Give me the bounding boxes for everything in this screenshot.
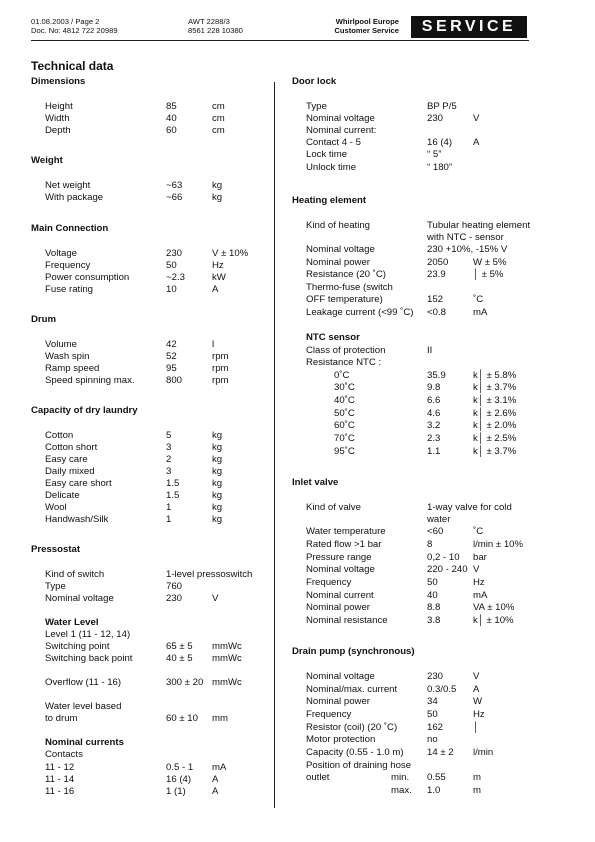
spec-value: 220 - 240 xyxy=(427,564,468,575)
spec-unit: Hz xyxy=(212,260,224,271)
spec-unit: A xyxy=(473,684,480,695)
spec-label: Overflow (11 - 16) xyxy=(45,677,122,688)
spec-label: Motor protection xyxy=(306,734,376,745)
spec-label: 95˚C xyxy=(334,446,355,457)
spec-unit: A xyxy=(212,284,219,295)
spec-value: 60 ± 10 xyxy=(166,713,198,724)
spec-label: Kind of heating xyxy=(306,220,371,231)
spec-label: Frequency xyxy=(306,577,352,588)
spec-value: 42 xyxy=(166,339,177,350)
spec-value: 0,2 - 10 xyxy=(427,552,460,563)
spec-unit: A xyxy=(212,774,219,785)
spec-label: Nominal/max. current xyxy=(306,684,398,695)
spec-label: 50˚C xyxy=(334,408,355,419)
spec-label: Switching back point xyxy=(45,653,133,664)
spec-unit: A xyxy=(473,137,480,148)
spec-value: <60 xyxy=(427,526,444,537)
spec-label: outlet xyxy=(306,772,330,783)
spec-unit: kg xyxy=(212,514,223,525)
spec-value: 6.6 xyxy=(427,395,441,406)
spec-label: Kind of switch xyxy=(45,569,105,580)
spec-value: 3 xyxy=(166,442,172,453)
spec-label: Nominal voltage xyxy=(306,244,375,255)
spec-unit: m xyxy=(473,772,481,783)
spec-unit: │ xyxy=(473,722,479,733)
spec-unit: V xyxy=(473,113,480,124)
spec-value: 1 xyxy=(166,514,172,525)
doc-info-left xyxy=(31,17,118,35)
spec-value: ~63 xyxy=(166,180,183,191)
spec-value: 40 xyxy=(166,113,177,124)
spec-value: 16 (4) xyxy=(166,774,192,785)
company-info xyxy=(334,17,399,35)
section-heading: Drum xyxy=(31,314,57,325)
spec-value: 65 ± 5 xyxy=(166,641,193,652)
spec-label: 60˚C xyxy=(334,420,355,431)
spec-label: Switching point xyxy=(45,641,110,652)
spec-value: 10 xyxy=(166,284,177,295)
spec-label: Resistor (coil) (20 ˚C) xyxy=(306,722,398,733)
spec-value: 0.3/0.5 xyxy=(427,684,457,695)
spec-unit: V xyxy=(473,671,480,682)
company-dept: Customer Service xyxy=(334,26,399,35)
spec-label: Easy care short xyxy=(45,478,112,489)
spec-value: water xyxy=(427,514,451,525)
column-divider xyxy=(274,82,275,808)
model-number: AWT 2288/3 xyxy=(188,17,230,26)
spec-unit: kg xyxy=(212,442,223,453)
spec-value: 1.0 xyxy=(427,785,441,796)
spec-value: 95 xyxy=(166,363,177,374)
spec-value: 230 xyxy=(427,113,444,124)
spec-value: 16 (4) xyxy=(427,137,453,148)
spec-label: Leakage current (<99 ˚C) xyxy=(306,307,414,318)
spec-unit: W ± 5% xyxy=(473,257,507,268)
spec-unit: rpm xyxy=(212,363,229,374)
spec-value: 50 xyxy=(427,709,438,720)
spec-unit: VA ± 10% xyxy=(473,602,515,613)
spec-unit: l xyxy=(212,339,215,350)
spec-value: 2.3 xyxy=(427,433,441,444)
spec-value: 1 xyxy=(166,502,172,513)
spec-label: 40˚C xyxy=(334,395,355,406)
spec-unit: Hz xyxy=(473,709,485,720)
spec-value: 0.5 - 1 xyxy=(166,762,194,773)
spec-value: 1.5 xyxy=(166,478,180,489)
spec-unit: bar xyxy=(473,552,487,563)
spec-label: Width xyxy=(45,113,70,124)
spec-value: “ 5” xyxy=(427,149,442,160)
spec-label: Kind of valve xyxy=(306,502,361,513)
spec-label: Height xyxy=(45,101,73,112)
spec-label: Position of draining hose xyxy=(306,760,412,771)
spec-value: 40 xyxy=(427,590,438,601)
spec-unit: kg xyxy=(212,502,223,513)
spec-unit: W xyxy=(473,696,483,707)
spec-value: 1.1 xyxy=(427,446,441,457)
spec-value: 0.55 xyxy=(427,772,446,783)
spec-value: 4.6 xyxy=(427,408,441,419)
spec-label: Nominal voltage xyxy=(306,564,375,575)
spec-unit: kg xyxy=(212,466,223,477)
spec-value: Tubular heating element xyxy=(427,220,531,231)
spec-label: Type xyxy=(306,101,327,112)
section-heading: Main Connection xyxy=(31,223,109,234)
spec-unit: k│ ± 3.7% xyxy=(473,382,517,393)
spec-label: Thermo-fuse (switch xyxy=(306,282,393,293)
spec-label: 11 - 16 xyxy=(45,786,75,797)
spec-label: Nominal voltage xyxy=(306,671,375,682)
spec-unit: kg xyxy=(212,490,223,501)
spec-value: 3.8 xyxy=(427,615,441,626)
spec-unit: │ ± 5% xyxy=(473,269,504,280)
section-heading: Weight xyxy=(31,155,63,166)
spec-unit: rpm xyxy=(212,375,229,386)
spec-label: Voltage xyxy=(45,248,78,259)
spec-unit: k│ ± 3.7% xyxy=(473,446,517,457)
spec-value: 230 xyxy=(427,671,444,682)
spec-unit: cm xyxy=(212,113,225,124)
spec-label: Net weight xyxy=(45,180,91,191)
spec-label: Frequency xyxy=(306,709,352,720)
company-name: Whirlpool Europe xyxy=(335,17,399,26)
spec-label: Type xyxy=(45,581,66,592)
spec-value: 52 xyxy=(166,351,177,362)
spec-unit: cm xyxy=(212,125,225,136)
spec-label: 30˚C xyxy=(334,382,355,393)
spec-value: with NTC - sensor xyxy=(427,232,504,243)
spec-value: 2050 xyxy=(427,257,449,268)
spec-value: 85 xyxy=(166,101,177,112)
doc-info-middle xyxy=(188,17,243,35)
spec-value: 9.8 xyxy=(427,382,441,393)
spec-value: 60 xyxy=(166,125,177,136)
spec-unit: kg xyxy=(212,478,223,489)
spec-label: Fuse rating xyxy=(45,284,93,295)
spec-label: Nominal power xyxy=(306,257,370,268)
spec-qualifier: min. xyxy=(391,772,410,783)
spec-value: 800 xyxy=(166,375,183,386)
spec-label: Ramp speed xyxy=(45,363,100,374)
spec-label: Cotton short xyxy=(45,442,98,453)
spec-unit: kg xyxy=(212,192,223,203)
spec-label: 0˚C xyxy=(334,370,350,381)
spec-label: Nominal voltage xyxy=(45,593,114,604)
spec-value: 35.9 xyxy=(427,370,446,381)
spec-value: 230 xyxy=(166,593,183,604)
spec-unit: k│ ± 10% xyxy=(473,615,514,626)
section-heading: Heating element xyxy=(292,195,367,206)
spec-value: 5 xyxy=(166,430,172,441)
spec-label: Water level based xyxy=(45,701,122,712)
spec-label: Daily mixed xyxy=(45,466,95,477)
spec-label: Wash spin xyxy=(45,351,90,362)
spec-unit: mmWc xyxy=(212,677,242,688)
header-rule xyxy=(31,40,529,41)
spec-value: 23.9 xyxy=(427,269,446,280)
section-heading: Capacity of dry laundry xyxy=(31,405,138,416)
date-page: 01.08.2003 / Page 2 xyxy=(31,17,100,26)
spec-unit: k│ ± 2.6% xyxy=(473,408,517,419)
spec-label: Resistance (20 ˚C) xyxy=(306,269,386,280)
section-heading: Pressostat xyxy=(31,544,81,555)
spec-unit: k│ ± 5.8% xyxy=(473,370,517,381)
spec-unit: V xyxy=(473,564,480,575)
spec-value: 162 xyxy=(427,722,444,733)
spec-label: Depth xyxy=(45,125,71,136)
spec-label: Rated flow >1 bar xyxy=(306,539,382,550)
spec-label: 11 - 12 xyxy=(45,762,75,773)
spec-unit: V xyxy=(212,593,219,604)
section-heading: Dimensions xyxy=(31,76,86,87)
spec-label: Nominal resistance xyxy=(306,615,388,626)
page-title: Technical data xyxy=(31,59,114,73)
spec-label: Delicate xyxy=(45,490,80,501)
spec-label: Easy care xyxy=(45,454,88,465)
spec-label: Lock time xyxy=(306,149,348,160)
spec-label: Cotton xyxy=(45,430,74,441)
spec-value: 760 xyxy=(166,581,183,592)
spec-value: 34 xyxy=(427,696,438,707)
spec-value: 14 ± 2 xyxy=(427,747,454,758)
spec-value: 230 +10%, -15% V xyxy=(427,244,508,255)
spec-value: ~2.3 xyxy=(166,272,185,283)
spec-unit: kg xyxy=(212,180,223,191)
spec-label: Speed spinning max. xyxy=(45,375,135,386)
spec-unit: m xyxy=(473,785,481,796)
section-heading: Inlet valve xyxy=(292,477,339,488)
spec-value: BP P/5 xyxy=(427,101,457,112)
spec-label: Level 1 (11 - 12, 14) xyxy=(45,629,131,640)
spec-label: Contacts xyxy=(45,749,83,760)
spec-value: 40 ± 5 xyxy=(166,653,193,664)
spec-unit: mm xyxy=(212,713,228,724)
spec-label: Nominal voltage xyxy=(306,113,375,124)
spec-label: 70˚C xyxy=(334,433,355,444)
spec-value: 300 ± 20 xyxy=(166,677,204,688)
spec-label: Water temperature xyxy=(306,526,386,537)
spec-unit: mA xyxy=(473,307,488,318)
spec-value: 50 xyxy=(427,577,438,588)
spec-unit: ˚C xyxy=(473,526,484,537)
spec-label: Frequency xyxy=(45,260,91,271)
spec-label: Resistance NTC : xyxy=(306,357,382,368)
section-heading: Water Level xyxy=(45,617,99,628)
spec-unit: mmWc xyxy=(212,641,242,652)
spec-label: Power consumption xyxy=(45,272,130,283)
service-number: 8561 228 10380 xyxy=(188,26,243,35)
spec-unit: l/min ± 10% xyxy=(473,539,524,550)
spec-value: <0.8 xyxy=(427,307,446,318)
section-heading: NTC sensor xyxy=(306,332,360,343)
spec-unit: kg xyxy=(212,454,223,465)
spec-label: Capacity (0.55 - 1.0 m) xyxy=(306,747,404,758)
spec-value: II xyxy=(427,345,433,356)
section-heading: Door lock xyxy=(292,76,337,87)
spec-value: 152 xyxy=(427,294,444,305)
spec-unit: k│ ± 2.0% xyxy=(473,420,517,431)
spec-unit: mA xyxy=(212,762,227,773)
spec-unit: rpm xyxy=(212,351,229,362)
spec-value: no xyxy=(427,734,438,745)
spec-unit: cm xyxy=(212,101,225,112)
spec-label: Class of protection xyxy=(306,345,386,356)
spec-unit: ˚C xyxy=(473,294,484,305)
spec-value: 8.8 xyxy=(427,602,441,613)
spec-value: 50 xyxy=(166,260,177,271)
spec-value: 8 xyxy=(427,539,433,550)
section-heading: Drain pump (synchronous) xyxy=(292,646,415,657)
spec-value: “ 180” xyxy=(427,162,453,173)
spec-unit: A xyxy=(212,786,219,797)
section-heading: Nominal currents xyxy=(45,737,124,748)
spec-unit: k│ ± 2.5% xyxy=(473,433,517,444)
spec-label: Nominal power xyxy=(306,696,370,707)
spec-label: Volume xyxy=(45,339,77,350)
spec-unit: kg xyxy=(212,430,223,441)
spec-value: 230 xyxy=(166,248,183,259)
spec-value: 1-way valve for cold xyxy=(427,502,512,513)
doc-number: Doc. No: 4812 722 20989 xyxy=(31,26,118,35)
spec-label: to drum xyxy=(45,713,78,724)
spec-unit: V ± 10% xyxy=(212,248,249,259)
spec-unit: kW xyxy=(212,272,226,283)
spec-label: Nominal power xyxy=(306,602,370,613)
spec-label: Wool xyxy=(45,502,67,513)
spec-qualifier: max. xyxy=(391,785,412,796)
spec-unit: k│ ± 3.1% xyxy=(473,395,517,406)
spec-value: 3.2 xyxy=(427,420,441,431)
spec-unit: mmWc xyxy=(212,653,242,664)
spec-unit: Hz xyxy=(473,577,485,588)
spec-unit: mA xyxy=(473,590,488,601)
spec-label: 11 - 14 xyxy=(45,774,75,785)
spec-label: OFF temperature) xyxy=(306,294,383,305)
spec-value: 3 xyxy=(166,466,172,477)
spec-label: Pressure range xyxy=(306,552,372,563)
spec-label: Contact 4 - 5 xyxy=(306,137,361,148)
spec-label: Handwash/Silk xyxy=(45,514,109,525)
spec-label: Nominal current: xyxy=(306,125,377,136)
spec-value: 1-level pressoswitch xyxy=(166,569,253,580)
spec-label: Nominal current xyxy=(306,590,374,601)
spec-label: Unlock time xyxy=(306,162,357,173)
spec-value: ~66 xyxy=(166,192,183,203)
service-badge: SERVICE xyxy=(411,16,527,38)
spec-label: With package xyxy=(45,192,104,203)
spec-value: 1 (1) xyxy=(166,786,186,797)
spec-value: 1.5 xyxy=(166,490,180,501)
spec-unit: l/min xyxy=(473,747,494,758)
spec-value: 2 xyxy=(166,454,172,465)
